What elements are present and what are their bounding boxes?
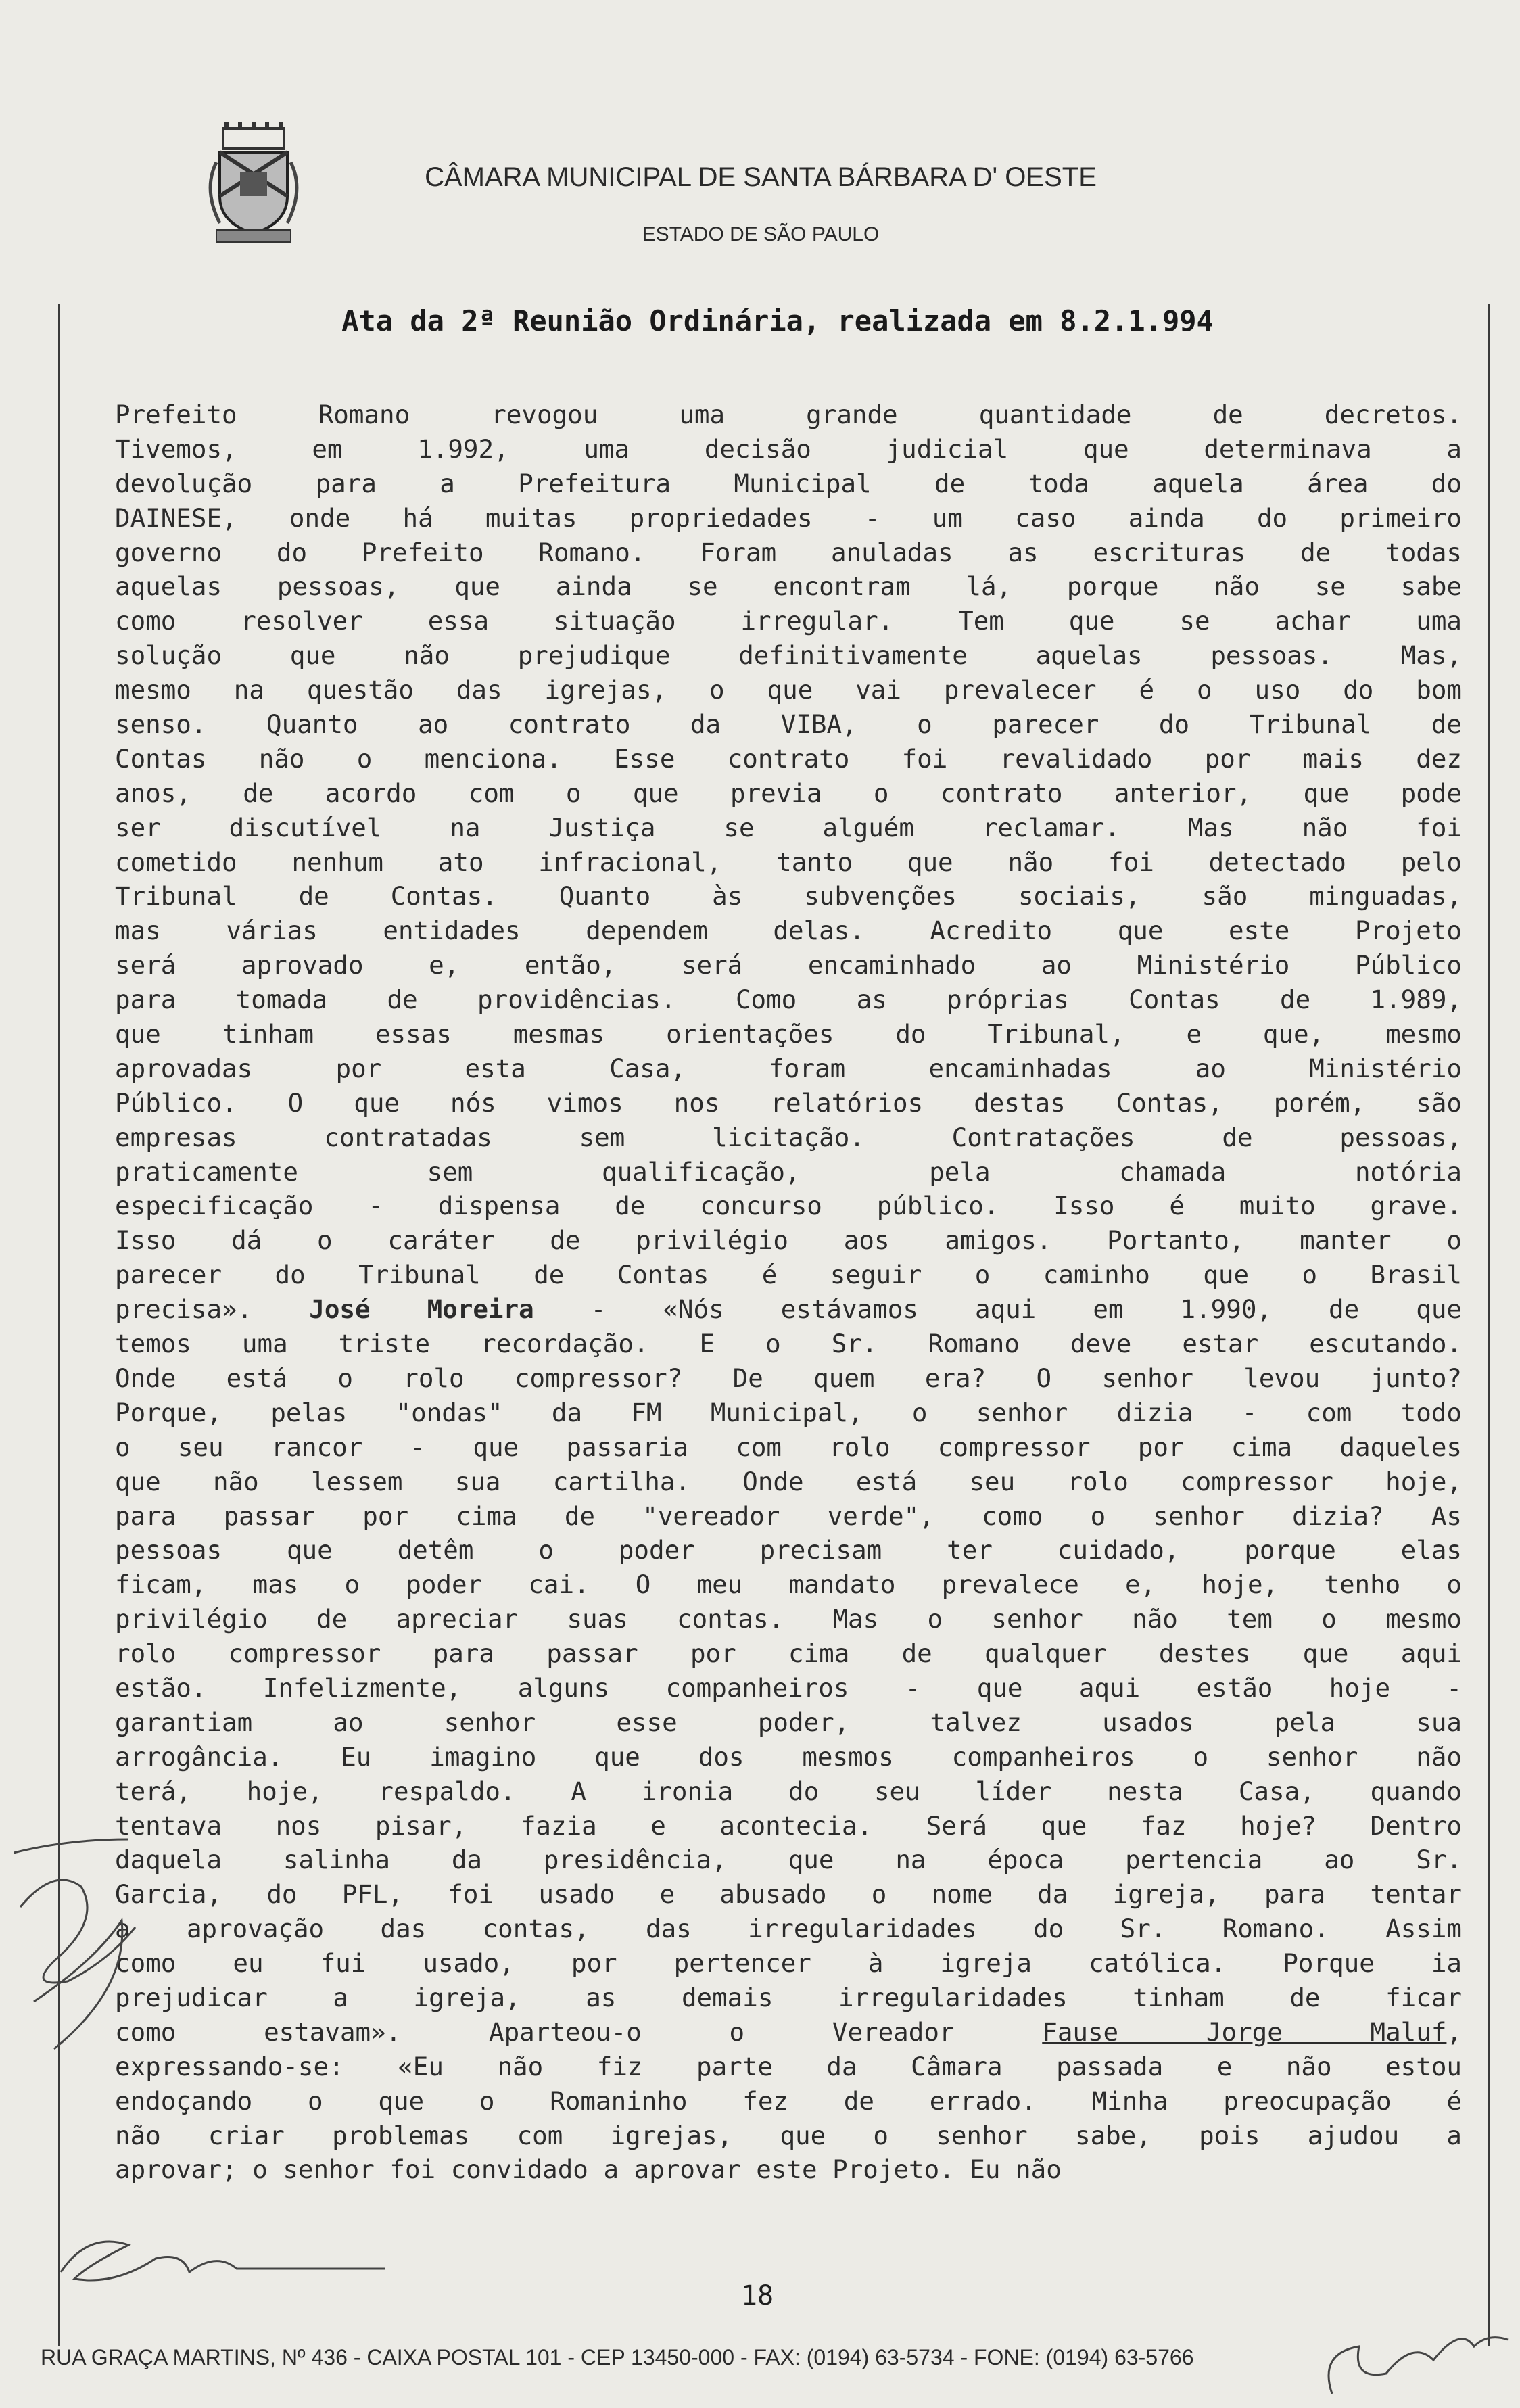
text-line: cometido nenhum ato infracional, tanto que não foi detectado pelo	[115, 847, 1462, 877]
text-line: como resolver essa situação irregular. Tem que se achar uma	[115, 606, 1462, 636]
text-line: não criar problemas com igrejas, que o senhor sabe, pois ajudou a	[115, 2120, 1462, 2150]
text-line: aprovadas por esta Casa, foram encaminhadas ao Ministério	[115, 1053, 1462, 1083]
text-line: Onde está o rolo compressor? De quem era? O senhor levou junto?	[115, 1363, 1462, 1393]
text-line: anos, de acordo com o que previa o contrato anterior, que pode	[115, 778, 1462, 808]
text-line: temos uma triste recordação. E o Sr. Romano deve estar escutando.	[115, 1329, 1462, 1359]
institution-name: CÂMARA MUNICIPAL DE SANTA BÁRBARA D' OESTE	[425, 162, 1097, 192]
municipal-coat-of-arms-icon	[203, 122, 304, 247]
document-title: Ata da 2ª Reunião Ordinária, realizada em 8.2.1.994	[341, 304, 1214, 337]
right-margin-rule	[1488, 304, 1490, 2346]
text-line: parecer do Tribunal de Contas é seguir o caminho que o Brasil	[115, 1260, 1462, 1290]
text-line: mesmo na questão das igrejas, o que vai prevalecer é o uso do bom	[115, 675, 1462, 705]
text-line: garantiam ao senhor esse poder, talvez usados pela sua	[115, 1707, 1462, 1737]
text-line: Isso dá o caráter de privilégio aos amigos. Portanto, manter o	[115, 1225, 1462, 1256]
footer-address: RUA GRAÇA MARTINS, Nº 436 - CAIXA POSTAL 101 - CEP 13450-000 - FAX: (0194) 63-5734 - FONE: (0194) 63-5766	[41, 2345, 1194, 2369]
text-line: terá, hoje, respaldo. A ironia do seu líder nesta Casa, quando	[115, 1776, 1462, 1806]
text-line: a aprovação das contas, das irregularidades do Sr. Romano. Assim	[115, 1914, 1462, 1944]
bottom-signature-icon	[47, 2232, 399, 2292]
text-line: o seu rancor - que passaria com rolo compressor por cima daqueles	[115, 1432, 1462, 1462]
text-line: estão. Infelizmente, alguns companheiros - que aqui estão hoje -	[115, 1672, 1462, 1703]
speaker-name-fause-jorge-maluf: Fause Jorge Maluf	[1042, 2016, 1447, 2047]
text-line: DAINESE, onde há muitas propriedades - um caso ainda do primeiro	[115, 502, 1462, 533]
text-line: solução que não prejudique definitivamente aquelas pessoas. Mas,	[115, 640, 1462, 671]
text-line: precisa». José Moreira - «Nós estávamos aqui em 1.990, de que	[115, 1294, 1462, 1325]
text-line: expressando-se: «Eu não fiz parte da Câmara passada e não estou	[115, 2051, 1462, 2081]
text-line: tentava nos pisar, fazia e acontecia. Será que faz hoje? Dentro	[115, 1810, 1462, 1841]
text-line: ser discutível na Justiça se alguém reclamar. Mas não foi	[115, 812, 1462, 843]
text-line: daquela salinha da presidência, que na época pertencia ao Sr.	[115, 1845, 1462, 1875]
minutes-body	[115, 398, 1462, 2187]
text-line: praticamente sem qualificação, pela chamada notória	[115, 1156, 1462, 1187]
text-line: empresas contratadas sem licitação. Contratações de pessoas,	[115, 1122, 1462, 1152]
text-line: senso. Quanto ao contrato da VIBA, o parecer do Tribunal de	[115, 709, 1462, 740]
text-line: governo do Prefeito Romano. Foram anuladas as escrituras de todas	[115, 537, 1462, 567]
text-line: rolo compressor para passar por cima de qualquer destes que aqui	[115, 1638, 1462, 1669]
text-line: ficam, mas o poder cai. O meu mandato prevalece e, hoje, tenho o	[115, 1569, 1462, 1600]
text-line: prejudicar a igreja, as demais irregularidades tinham de ficar	[115, 1982, 1462, 2012]
page-number: 18	[740, 2280, 774, 2311]
text-line: arrogância. Eu imagino que dos mesmos companheiros o senhor não	[115, 1741, 1462, 1772]
text-line: será aprovado e, então, será encaminhado ao Ministério Público	[115, 950, 1462, 981]
text-line: para passar por cima de "vereador verde", como o senhor dizia? As	[115, 1501, 1462, 1531]
text-line: Contas não o menciona. Esse contrato foi revalidado por mais dez	[115, 743, 1462, 774]
margin-signature-icon	[14, 1826, 189, 2062]
text-line: Público. O que nós vimos nos relatórios destas Contas, porém, são	[115, 1087, 1462, 1118]
text-line: que tinham essas mesmas orientações do Tribunal, e que, mesmo	[115, 1019, 1462, 1049]
text-line: como eu fui usado, por pertencer à igreja católica. Porque ia	[115, 1948, 1462, 1979]
state-name: ESTADO DE SÃO PAULO	[642, 223, 880, 245]
text-line: Porque, pelas "ondas" da FM Municipal, o senhor dizia - com todo	[115, 1397, 1462, 1427]
text-line: mas várias entidades dependem delas. Acredito que este Projeto	[115, 916, 1462, 946]
text-line: que não lessem sua cartilha. Onde está seu rolo compressor hoje,	[115, 1466, 1462, 1496]
text-line: privilégio de apreciar suas contas. Mas o senhor não tem o mesmo	[115, 1604, 1462, 1634]
text-line: Tivemos, em 1.992, uma decisão judicial que determinava a	[115, 433, 1462, 464]
text-line: endoçando o que o Romaninho fez de errado. Minha preocupação é	[115, 2085, 1462, 2116]
text-line: para tomada de providências. Como as próprias Contas de 1.989,	[115, 985, 1462, 1015]
text-line: aprovar; o senhor foi convidado a aprovar este Projeto. Eu não	[115, 2154, 1062, 2185]
text-line: Garcia, do PFL, foi usado e abusado o nome da igreja, para tentar	[115, 1879, 1462, 1910]
text-line: Tribunal de Contas. Quanto às subvenções sociais, são minguadas,	[115, 881, 1462, 912]
text-line: como estavam». Aparteou-o o Vereador Fause Jorge Maluf,	[115, 2016, 1462, 2047]
text-line: aquelas pessoas, que ainda se encontram lá, porque não se sabe	[115, 571, 1462, 602]
speaker-name-jose-moreira: José Moreira	[309, 1294, 534, 1325]
text-line: pessoas que detêm o poder precisam ter cuidado, porque elas	[115, 1535, 1462, 1565]
text-line: especificação - dispensa de concurso público. Isso é muito grave.	[115, 1191, 1462, 1221]
text-line: devolução para a Prefeitura Municipal de toda aquela área do	[115, 468, 1462, 498]
text-line: Prefeito Romano revogou uma grande quantidade de decretos.	[115, 400, 1462, 429]
